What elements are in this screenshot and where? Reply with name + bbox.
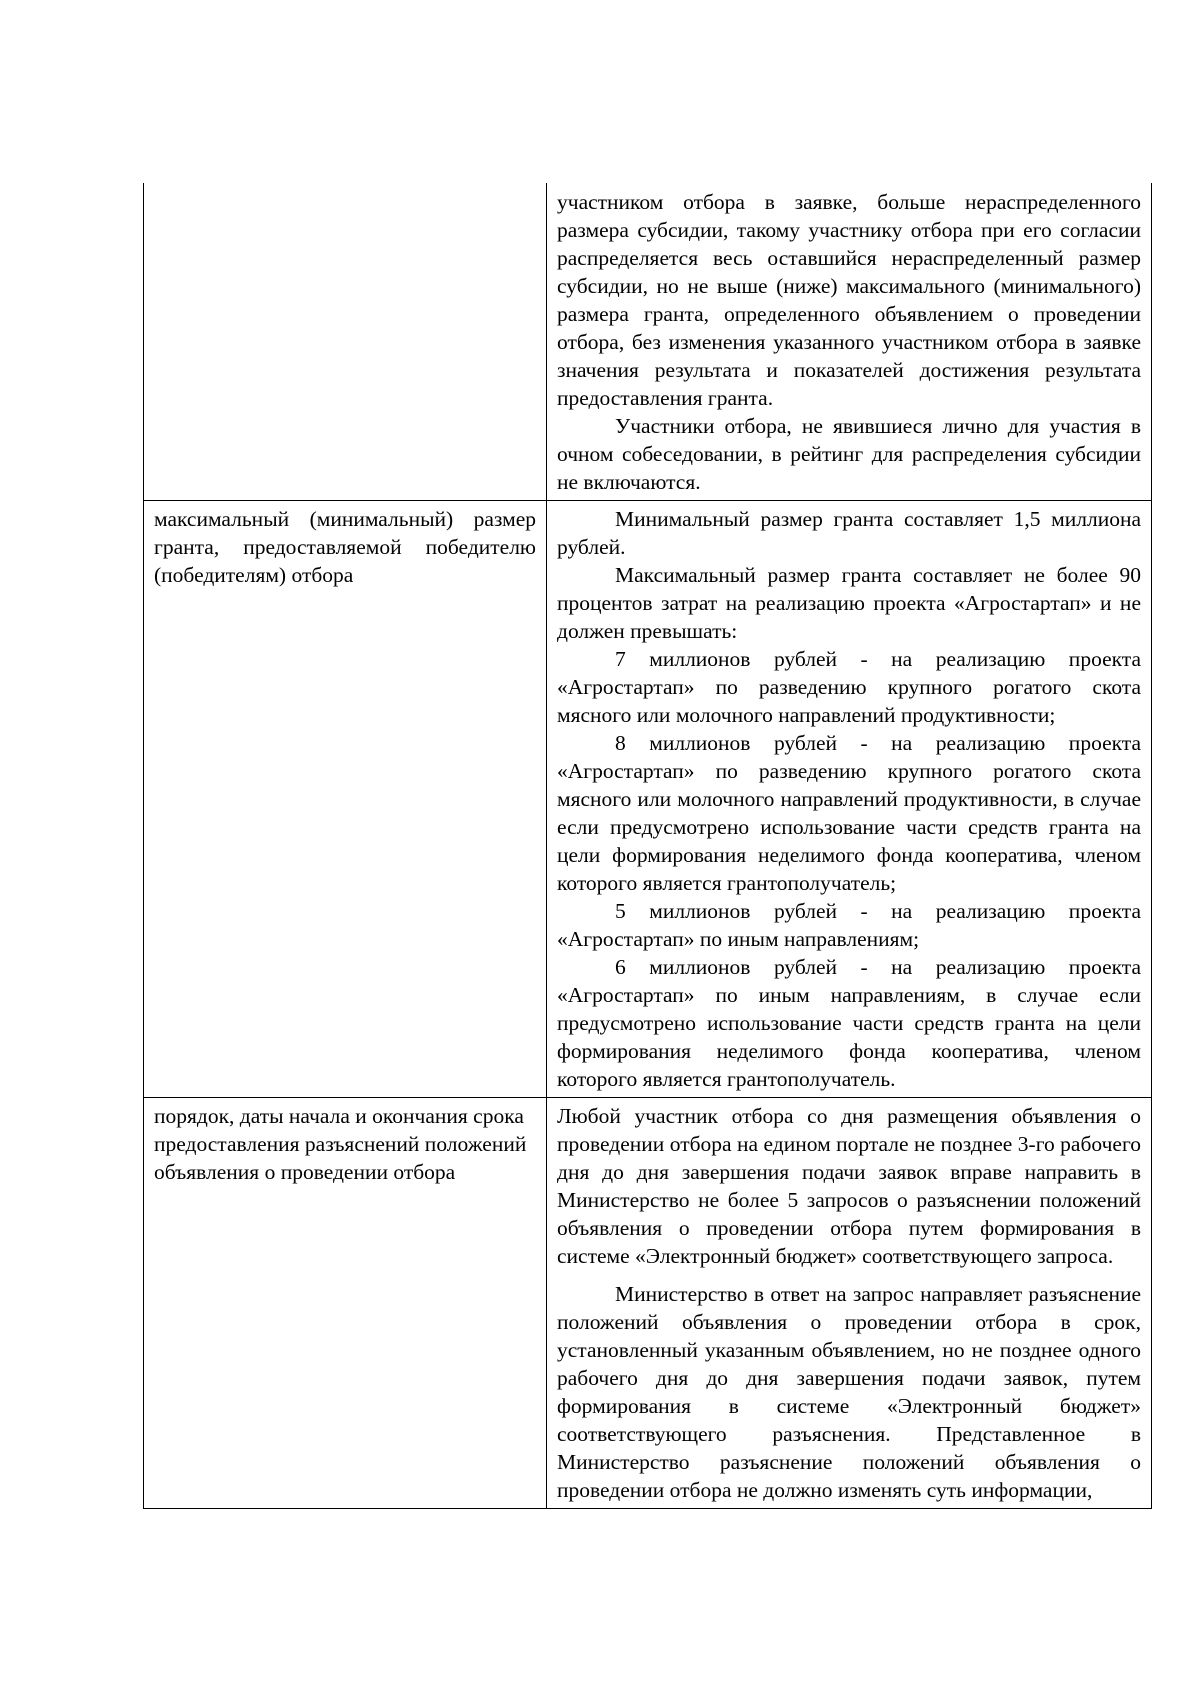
paragraph: Максимальный размер гранта составляет не более 90 процентов затрат на реализацию проекта «Агростартап» и не должен превышать: — [557, 563, 1141, 643]
document-table — [143, 183, 1152, 1509]
criterion-label: максимальный (минимальный) размер гранта, предоставляемой победителю (победителям) отбора — [154, 507, 536, 587]
description-cell — [547, 1098, 1152, 1509]
paragraph: 6 миллионов рублей - на реализацию проекта «Агростартап» по иным направлениям, в случае если предусмотрено использование части средств гранта на цели формирования неделимого фонда кооператива, членом которого является грантополучатель. — [557, 955, 1141, 1091]
table-row — [144, 1098, 1152, 1509]
paragraph: Участники отбора, не явившиеся лично для участия в очном собеседовании, в рейтинг для распределения субсидии не включаются. — [557, 414, 1141, 494]
paragraph: 8 миллионов рублей - на реализацию проекта «Агростартап» по разведению крупного рогатого скота мясного или молочного направлений продуктивности, в случае если предусмотрено использование части средств гранта на цели формирования неделимого фонда кооператива, членом которого является грантополучатель; — [557, 731, 1141, 895]
paragraph: 5 миллионов рублей - на реализацию проекта «Агростартап» по иным направлениям; — [557, 899, 1141, 951]
table-row — [144, 183, 1152, 501]
criterion-label: порядок, даты начала и окончания срока предоставления разъяснений положений объявления о проведении отбора — [154, 1104, 527, 1184]
paragraph: 7 миллионов рублей - на реализацию проекта «Агростартап» по разведению крупного рогатого скота мясного или молочного направлений продуктивности; — [557, 647, 1141, 727]
criterion-cell — [144, 501, 547, 1098]
paragraph: Любой участник отбора со дня размещения объявления о проведении отбора на едином портале не позднее 3-го рабочего дня до дня завершения подачи заявок вправе направить в Министерство не более 5 запросов о разъяснении положений объявления о проведении отбора путем формирования в системе «Электронный бюджет» соответствующего запроса. — [557, 1104, 1141, 1268]
criterion-cell — [144, 183, 547, 501]
criterion-cell — [144, 1098, 547, 1509]
paragraph: Министерство в ответ на запрос направляет разъяснение положений объявления о проведении отбора в срок, установленный указанным объявлением, но не позднее одного рабочего дня до дня завершения подачи заявок, путем формирования в системе «Электронный бюджет» соответствующего разъяснения. Представленное в Министерство разъяснение положений объявления о проведении отбора не должно изменять суть информации, — [557, 1282, 1141, 1502]
description-cell — [547, 183, 1152, 501]
description-cell — [547, 501, 1152, 1098]
table-row — [144, 501, 1152, 1098]
paragraph: Минимальный размер гранта составляет 1,5 миллиона рублей. — [557, 507, 1141, 559]
paragraph: участником отбора в заявке, больше нераспределенного размера субсидии, такому участнику отбора при его согласии распределяется весь оставшийся нераспределенный размер субсидии, но не выше (ниже) максимального (минимального) размера гранта, определенного объявлением о проведении отбора, без изменения указанного участником отбора в заявке значения результата и показателей достижения результата предоставления гранта. — [557, 190, 1141, 410]
